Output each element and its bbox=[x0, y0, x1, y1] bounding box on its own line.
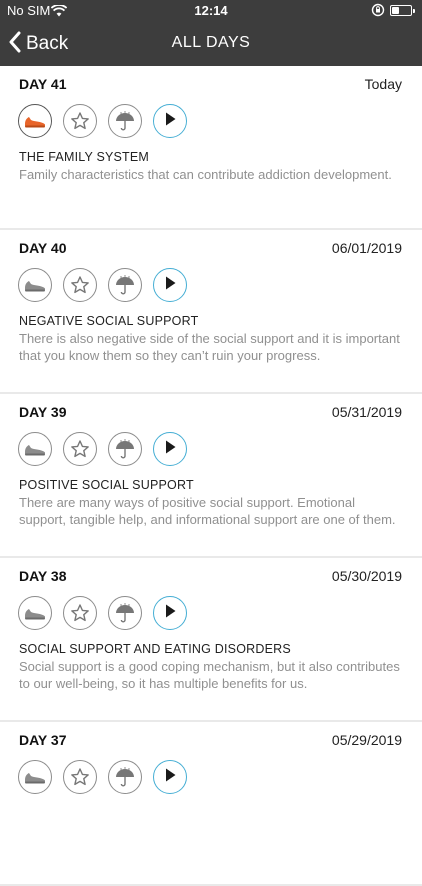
play-button[interactable] bbox=[153, 432, 187, 466]
play-icon bbox=[163, 439, 177, 460]
day-description: There is also negative side of the social support and it is important that you know them so they can’t ruin your progress. bbox=[19, 331, 400, 363]
umbrella-icon[interactable] bbox=[108, 596, 142, 630]
day-actions bbox=[18, 760, 187, 794]
carrier-label: No SIM bbox=[7, 3, 51, 18]
play-icon bbox=[163, 767, 177, 788]
day-title: POSITIVE SOCIAL SUPPORT bbox=[19, 478, 194, 492]
star-icon[interactable] bbox=[63, 760, 97, 794]
day-card[interactable] bbox=[0, 66, 422, 228]
play-button[interactable] bbox=[153, 268, 187, 302]
back-label: Back bbox=[26, 33, 69, 54]
day-date: Today bbox=[364, 76, 402, 92]
day-actions bbox=[18, 104, 187, 138]
day-number: DAY 37 bbox=[19, 732, 67, 748]
umbrella-icon[interactable] bbox=[108, 104, 142, 138]
day-card[interactable] bbox=[0, 394, 422, 556]
play-icon bbox=[163, 275, 177, 296]
shoe-icon[interactable] bbox=[18, 268, 52, 302]
day-actions bbox=[18, 268, 187, 302]
day-date: 05/29/2019 bbox=[331, 732, 402, 748]
shoe-icon[interactable] bbox=[18, 596, 52, 630]
day-card[interactable] bbox=[0, 230, 422, 392]
day-description: Family characteristics that can contribute addiction development. bbox=[19, 167, 392, 182]
umbrella-icon[interactable] bbox=[108, 268, 142, 302]
day-date: 05/30/2019 bbox=[331, 568, 402, 584]
day-description: Social support is a good coping mechanism, but it also contributes to our well-being, so it has multiple benefits for us. bbox=[19, 659, 400, 691]
battery-icon bbox=[390, 5, 412, 16]
day-number: DAY 39 bbox=[19, 404, 67, 420]
play-icon bbox=[163, 603, 177, 624]
day-title: THE FAMILY SYSTEM bbox=[19, 150, 150, 164]
page-title: ALL DAYS bbox=[171, 34, 251, 51]
play-button[interactable] bbox=[153, 596, 187, 630]
shoe-icon[interactable] bbox=[18, 760, 52, 794]
day-title: NEGATIVE SOCIAL SUPPORT bbox=[19, 314, 199, 328]
play-button[interactable] bbox=[153, 760, 187, 794]
rotation-lock-icon bbox=[371, 3, 385, 22]
shoe-icon[interactable] bbox=[18, 432, 52, 466]
umbrella-icon[interactable] bbox=[108, 760, 142, 794]
play-icon bbox=[163, 111, 177, 132]
shoe-icon[interactable] bbox=[18, 104, 52, 138]
umbrella-icon[interactable] bbox=[108, 432, 142, 466]
day-number: DAY 38 bbox=[19, 568, 67, 584]
day-list bbox=[0, 66, 422, 886]
app-header bbox=[0, 0, 422, 66]
day-number: DAY 40 bbox=[19, 240, 67, 256]
day-date: 05/31/2019 bbox=[331, 404, 402, 420]
day-card[interactable] bbox=[0, 722, 422, 884]
nav-bar bbox=[0, 22, 422, 66]
day-actions bbox=[18, 432, 187, 466]
day-number: DAY 41 bbox=[19, 76, 67, 92]
day-title: SOCIAL SUPPORT AND EATING DISORDERS bbox=[19, 642, 291, 656]
day-card[interactable] bbox=[0, 558, 422, 720]
play-button[interactable] bbox=[153, 104, 187, 138]
star-icon[interactable] bbox=[63, 596, 97, 630]
day-date: 06/01/2019 bbox=[331, 240, 402, 256]
star-icon[interactable] bbox=[63, 432, 97, 466]
day-description: There are many ways of positive social support. Emotional support, tangible help, and informational support are one of them. bbox=[19, 495, 396, 527]
day-actions bbox=[18, 596, 187, 630]
star-icon[interactable] bbox=[63, 104, 97, 138]
status-bar bbox=[0, 0, 422, 22]
star-icon[interactable] bbox=[63, 268, 97, 302]
clock: 12:14 bbox=[194, 3, 228, 18]
